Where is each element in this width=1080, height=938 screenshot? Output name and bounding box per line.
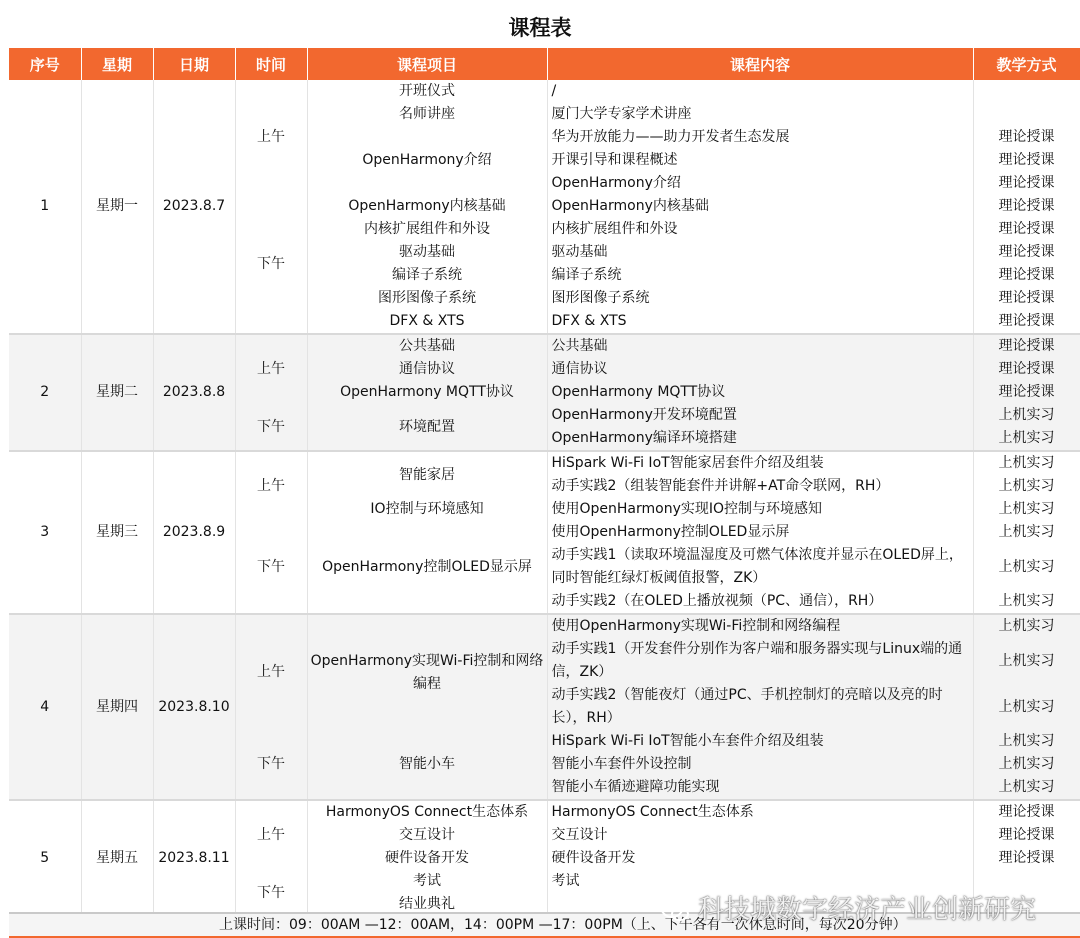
method-cell: 理论授课 xyxy=(973,824,1080,847)
method-cell xyxy=(973,80,1080,103)
day-weekday: 星期五 xyxy=(81,800,153,916)
project-cell: 开班仪式 xyxy=(307,80,547,103)
content-cell: 交互设计 xyxy=(547,824,973,847)
content-cell: 智能小车循迹避障功能实现 xyxy=(547,776,973,800)
content-cell: 动手实践2（组装智能套件并讲解+AT命令联网，RH） xyxy=(547,475,973,498)
content-cell: HarmonyOS Connect生态体系 xyxy=(547,800,973,824)
method-cell: 上机实习 xyxy=(973,590,1080,614)
method-cell: 上机实习 xyxy=(973,638,1080,684)
project-cell: 环境配置 xyxy=(307,404,547,451)
day-date: 2023.8.10 xyxy=(153,614,235,800)
method-cell: 理论授课 xyxy=(973,800,1080,824)
session-pm: 下午 xyxy=(235,870,307,916)
method-cell: 上机实习 xyxy=(973,684,1080,730)
project-cell: OpenHarmony实现Wi-Fi控制和网络编程 xyxy=(307,614,547,730)
content-cell: 使用OpenHarmony实现Wi-Fi控制和网络编程 xyxy=(547,614,973,638)
project-cell: OpenHarmony MQTT协议 xyxy=(307,381,547,404)
page-title: 课程表 xyxy=(508,16,572,40)
method-cell: 上机实习 xyxy=(973,475,1080,498)
content-cell: OpenHarmony内核基础 xyxy=(547,195,973,218)
method-cell: 理论授课 xyxy=(973,218,1080,241)
project-cell: HarmonyOS Connect生态体系 xyxy=(307,800,547,824)
content-cell: 动手实践2（在OLED上播放视频（PC、通信），RH） xyxy=(547,590,973,614)
table-row xyxy=(9,614,1080,638)
header-project: 课程项目 xyxy=(307,48,547,80)
method-cell: 理论授课 xyxy=(973,149,1080,172)
content-cell: 智能小车套件外设控制 xyxy=(547,753,973,776)
content-cell: OpenHarmony MQTT协议 xyxy=(547,381,973,404)
session-am: 上午 xyxy=(235,800,307,870)
project-cell: 智能家居 xyxy=(307,451,547,498)
table-row xyxy=(9,800,1080,824)
method-cell: 上机实习 xyxy=(973,427,1080,451)
project-cell: OpenHarmony控制OLED显示屏 xyxy=(307,521,547,614)
session-pm: 下午 xyxy=(235,730,307,800)
content-cell: DFX & XTS xyxy=(547,310,973,334)
table-row xyxy=(9,451,1080,475)
method-cell: 上机实习 xyxy=(973,404,1080,427)
method-cell: 理论授课 xyxy=(973,847,1080,870)
content-cell: 内核扩展组件和外设 xyxy=(547,218,973,241)
method-cell: 理论授课 xyxy=(973,172,1080,195)
project-cell: 内核扩展组件和外设 xyxy=(307,218,547,241)
method-cell: 理论授课 xyxy=(973,310,1080,334)
method-cell: 上机实习 xyxy=(973,730,1080,753)
content-cell: 动手实践1（开发套件分别作为客户端和服务器实现与Linux端的通信，ZK） xyxy=(547,638,973,684)
content-cell: 通信协议 xyxy=(547,358,973,381)
day-num: 2 xyxy=(9,334,81,451)
day-date: 2023.8.8 xyxy=(153,334,235,451)
content-cell: 考试 xyxy=(547,870,973,893)
project-cell: DFX & XTS xyxy=(307,310,547,334)
content-cell: 硬件设备开发 xyxy=(547,847,973,870)
day-date: 2023.8.11 xyxy=(153,800,235,916)
method-cell: 上机实习 xyxy=(973,521,1080,544)
header-num: 序号 xyxy=(9,48,81,80)
day-num: 1 xyxy=(9,80,81,334)
content-cell: 厦门大学专家学术讲座 xyxy=(547,103,973,126)
project-cell: 结业典礼 xyxy=(307,893,547,916)
day-date: 2023.8.9 xyxy=(153,451,235,614)
session-pm: 下午 xyxy=(235,195,307,334)
method-cell: 上机实习 xyxy=(973,753,1080,776)
day-weekday: 星期三 xyxy=(81,451,153,614)
method-cell: 理论授课 xyxy=(973,334,1080,358)
table-row xyxy=(9,334,1080,358)
project-cell: 编译子系统 xyxy=(307,264,547,287)
content-cell: 编译子系统 xyxy=(547,264,973,287)
project-cell: 通信协议 xyxy=(307,358,547,381)
method-cell: 理论授课 xyxy=(973,264,1080,287)
content-cell: 驱动基础 xyxy=(547,241,973,264)
content-cell: OpenHarmony介绍 xyxy=(547,172,973,195)
wechat-logo-icon xyxy=(660,898,690,924)
header-method: 教学方式 xyxy=(973,48,1080,80)
day-weekday: 星期一 xyxy=(81,80,153,334)
day-num: 5 xyxy=(9,800,81,916)
header-weekday: 星期 xyxy=(81,48,153,80)
project-cell: 考试 xyxy=(307,870,547,893)
project-cell: 图形图像子系统 xyxy=(307,287,547,310)
content-cell: 公共基础 xyxy=(547,334,973,358)
session-am: 上午 xyxy=(235,614,307,730)
project-cell: 智能小车 xyxy=(307,730,547,800)
session-am: 上午 xyxy=(235,80,307,195)
project-cell: OpenHarmony内核基础 xyxy=(307,195,547,218)
project-cell: OpenHarmony介绍 xyxy=(307,126,547,195)
header-row xyxy=(9,48,1080,80)
method-cell: 理论授课 xyxy=(973,287,1080,310)
method-cell: 理论授课 xyxy=(973,126,1080,149)
method-cell: 上机实习 xyxy=(973,544,1080,590)
project-cell: 驱动基础 xyxy=(307,241,547,264)
method-cell: 上机实习 xyxy=(973,614,1080,638)
content-cell: OpenHarmony开发环境配置 xyxy=(547,404,973,427)
session-pm: 下午 xyxy=(235,521,307,614)
schedule-table xyxy=(9,48,1080,916)
content-cell: 华为开放能力——助力开发者生态发展 xyxy=(547,126,973,149)
day-date: 2023.8.7 xyxy=(153,80,235,334)
session-am: 上午 xyxy=(235,334,307,404)
method-cell: 上机实习 xyxy=(973,451,1080,475)
header-content: 课程内容 xyxy=(547,48,973,80)
content-cell: 图形图像子系统 xyxy=(547,287,973,310)
project-cell: 硬件设备开发 xyxy=(307,847,547,870)
watermark xyxy=(660,890,1080,930)
content-cell: OpenHarmony编译环境搭建 xyxy=(547,427,973,451)
method-cell: 上机实习 xyxy=(973,498,1080,521)
session-pm: 下午 xyxy=(235,404,307,451)
day-num: 4 xyxy=(9,614,81,800)
project-cell: 名师讲座 xyxy=(307,103,547,126)
watermark-text: 科技城数字经济产业创新研究 xyxy=(698,895,1037,925)
project-cell: 交互设计 xyxy=(307,824,547,847)
method-cell: 上机实习 xyxy=(973,776,1080,800)
day-weekday: 星期四 xyxy=(81,614,153,800)
project-cell: 公共基础 xyxy=(307,334,547,358)
method-cell: 理论授课 xyxy=(973,195,1080,218)
header-time: 时间 xyxy=(235,48,307,80)
content-cell: 动手实践1（读取环境温湿度及可燃气体浓度并显示在OLED屏上，同时智能红绿灯板阈值报警，ZK） xyxy=(547,544,973,590)
header-date: 日期 xyxy=(153,48,235,80)
project-cell: IO控制与环境感知 xyxy=(307,498,547,521)
content-cell: 开课引导和课程概述 xyxy=(547,149,973,172)
content-cell: / xyxy=(547,80,973,103)
day-num: 3 xyxy=(9,451,81,614)
content-cell: HiSpark Wi-Fi IoT智能小车套件介绍及组装 xyxy=(547,730,973,753)
content-cell: HiSpark Wi-Fi IoT智能家居套件介绍及组装 xyxy=(547,451,973,475)
method-cell: 理论授课 xyxy=(973,358,1080,381)
method-cell: 理论授课 xyxy=(973,381,1080,404)
day-weekday: 星期二 xyxy=(81,334,153,451)
session-am: 上午 xyxy=(235,451,307,521)
content-cell: 动手实践2（智能夜灯（通过PC、手机控制灯的亮暗以及亮的时长），RH） xyxy=(547,684,973,730)
content-cell: 使用OpenHarmony实现IO控制与环境感知 xyxy=(547,498,973,521)
method-cell xyxy=(973,103,1080,126)
method-cell: 理论授课 xyxy=(973,241,1080,264)
content-cell: 使用OpenHarmony控制OLED显示屏 xyxy=(547,521,973,544)
class-time-text: 上课时间：09：00AM —12：00AM，14：00PM —17：00PM（上、下午各有一次休息时间，每次20分钟） xyxy=(219,917,907,933)
table-row xyxy=(9,80,1080,103)
